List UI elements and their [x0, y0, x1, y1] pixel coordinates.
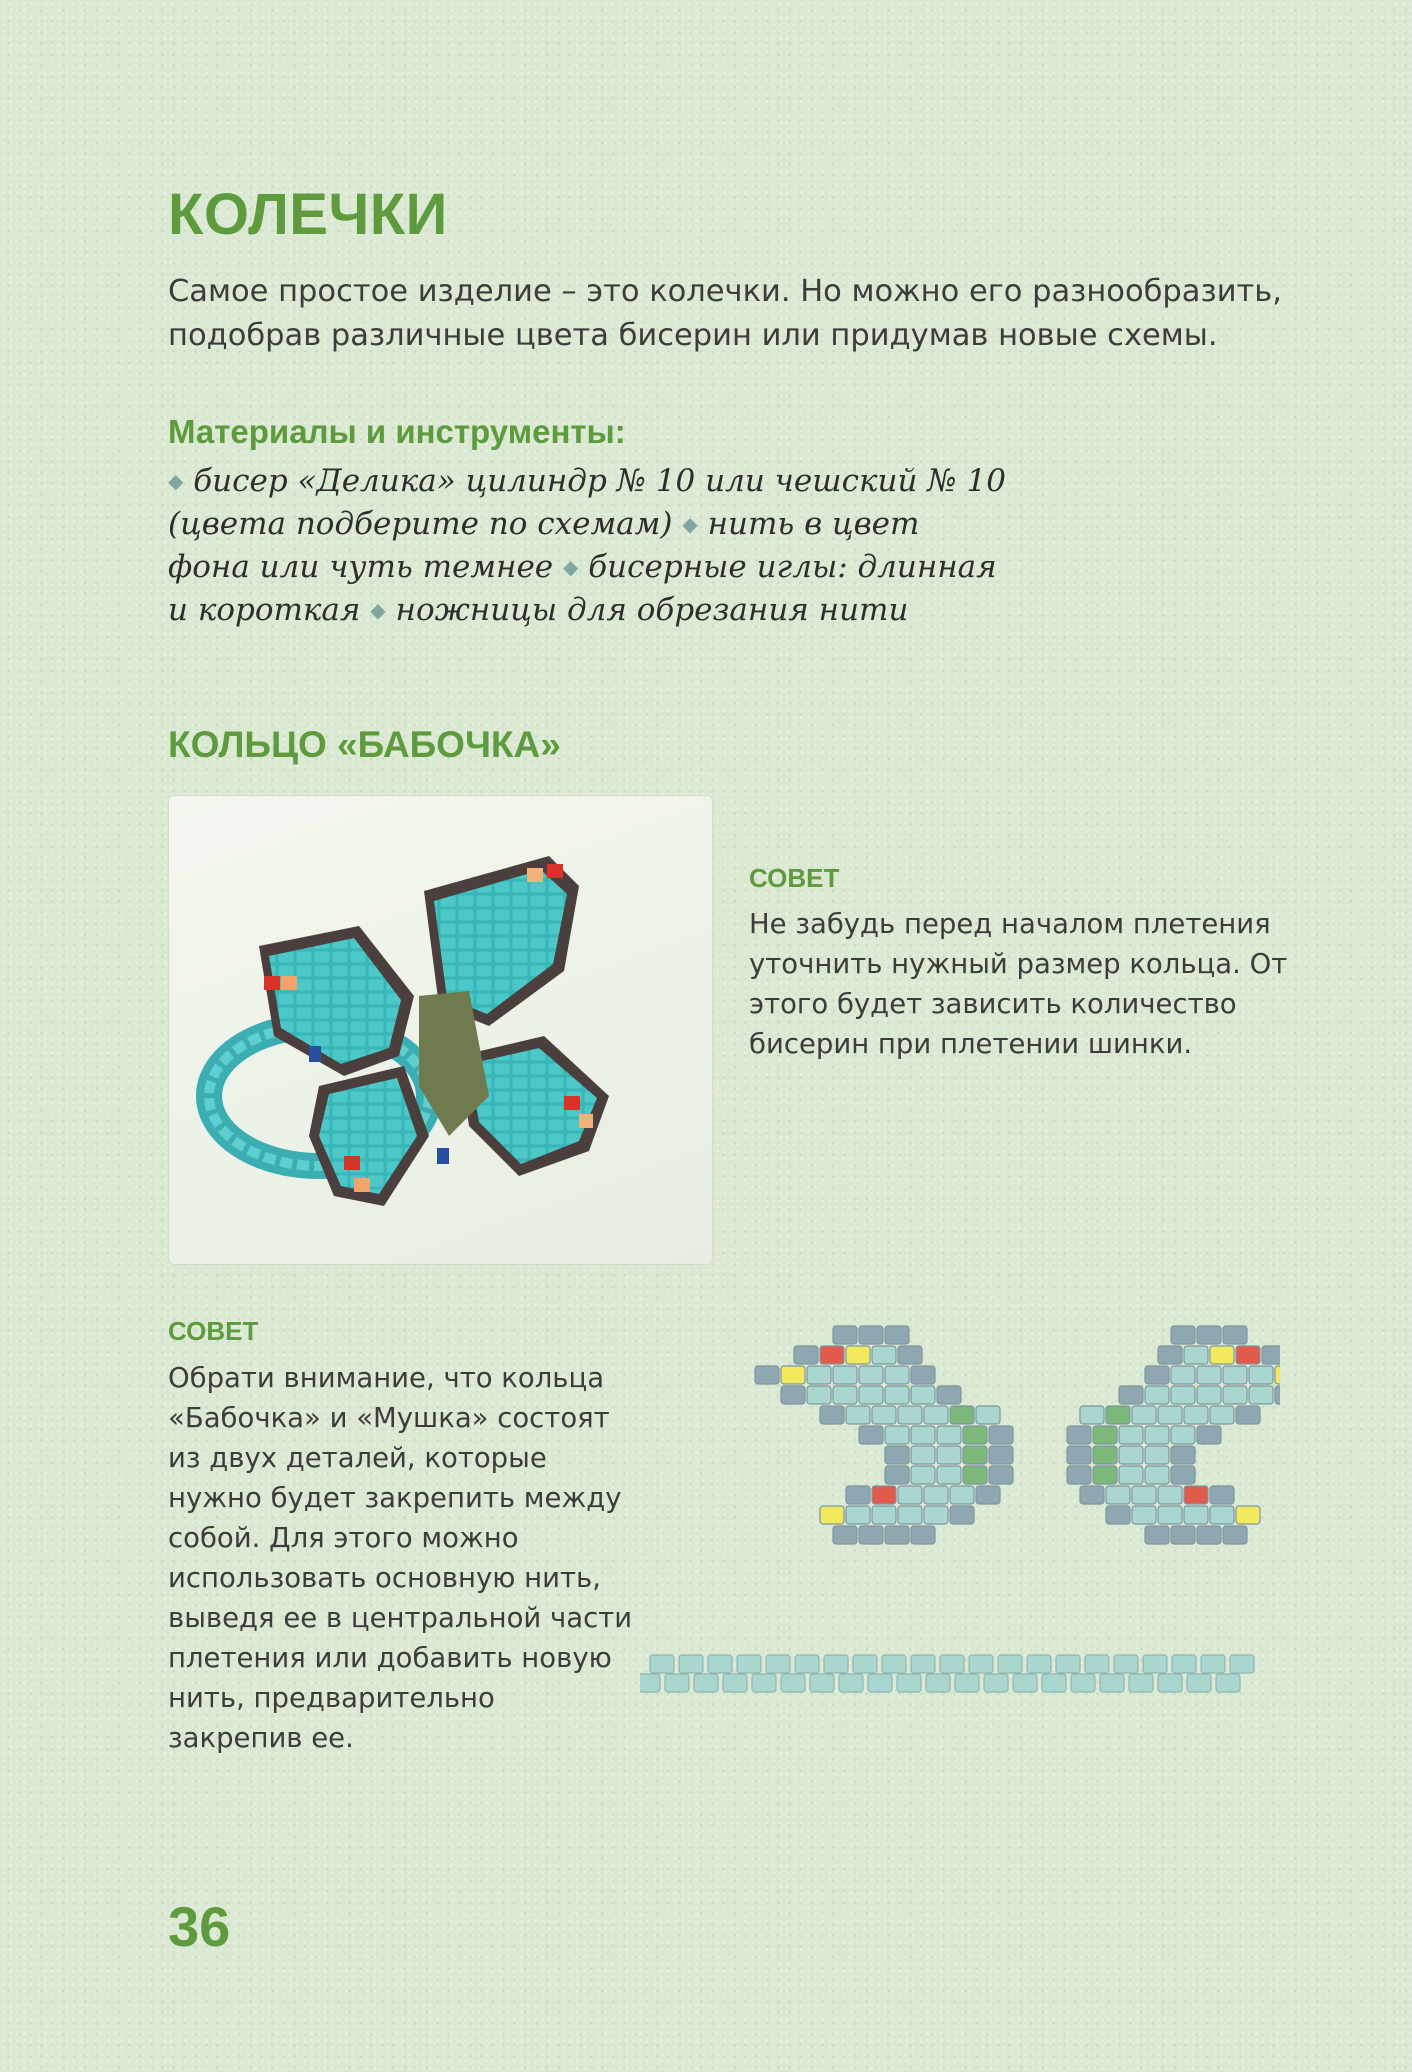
tip-text: Обрати внимание, что кольца «Бабочка» и «Мушка» состоят из двух деталей, которые нужно будет закрепить между собой. Для этого можно использовать основную нить, выведя ее в центральной части плетения или добавить новую нить, предварительно закрепив ее.: [168, 1362, 633, 1754]
bead: [1080, 1406, 1104, 1424]
bead: [1249, 1366, 1273, 1384]
section-title: КОЛЬЦО «БАБОЧКА»: [168, 724, 561, 765]
bead: [807, 1386, 831, 1404]
bead: [810, 1674, 834, 1692]
materials-heading: Материалы и инструменты:: [168, 413, 626, 450]
bead: [872, 1406, 896, 1424]
material-item: бисерные иглы: длинная и короткая: [168, 549, 997, 628]
bead: [1158, 1346, 1182, 1364]
bead: [794, 1346, 818, 1364]
bead: [911, 1526, 935, 1544]
bead: [781, 1366, 805, 1384]
bead: [833, 1526, 857, 1544]
bead: [911, 1446, 935, 1464]
bead: [989, 1426, 1013, 1444]
bead: [1184, 1486, 1208, 1504]
bead: [820, 1346, 844, 1364]
bead: [872, 1346, 896, 1364]
bead: [1119, 1466, 1143, 1484]
bead: [1236, 1346, 1260, 1364]
bead: [1210, 1486, 1234, 1504]
bead: [665, 1674, 689, 1692]
bead: [885, 1526, 909, 1544]
bead: [679, 1655, 703, 1673]
bead: [694, 1674, 718, 1692]
bead: [1197, 1386, 1221, 1404]
bead: [924, 1506, 948, 1524]
bead: [1172, 1655, 1196, 1673]
bead: [1145, 1426, 1169, 1444]
bead: [911, 1366, 935, 1384]
bead: [1143, 1655, 1167, 1673]
bead: [898, 1486, 922, 1504]
intro-text: Самое простое изделие – это колечки. Но можно его разнообразить, подобрав различные цвета бисерин или придумав новые схемы.: [168, 274, 1282, 353]
bead: [1145, 1526, 1169, 1544]
bead: [833, 1366, 857, 1384]
bead: [807, 1366, 831, 1384]
bead: [989, 1446, 1013, 1464]
bead: [1210, 1506, 1234, 1524]
bead: [1171, 1446, 1195, 1464]
bead: [976, 1486, 1000, 1504]
bead: [1223, 1526, 1247, 1544]
bead: [1197, 1426, 1221, 1444]
bead: [885, 1446, 909, 1464]
material-item: бисер «Делика» цилиндр № 10 или чешский № 10 (цвета подберите по схемам): [168, 463, 1006, 542]
bead: [1275, 1386, 1280, 1404]
bead: [1145, 1446, 1169, 1464]
bead: [1197, 1366, 1221, 1384]
bead: [1236, 1506, 1260, 1524]
bullet-diamond-icon: ◆: [168, 469, 184, 493]
bead: [1129, 1674, 1153, 1692]
bead: [1027, 1655, 1051, 1673]
bead: [868, 1674, 892, 1692]
bead: [839, 1674, 863, 1692]
bead: [1093, 1446, 1117, 1464]
bullet-diamond-icon: ◆: [563, 555, 579, 579]
bead: [1106, 1486, 1130, 1504]
bead: [781, 1674, 805, 1692]
bead: [723, 1674, 747, 1692]
bead: [898, 1506, 922, 1524]
bead: [872, 1486, 896, 1504]
bead: [911, 1466, 935, 1484]
bead: [924, 1486, 948, 1504]
butterfly-bead-scheme: [755, 1326, 1280, 1544]
butterfly-ring-illustration: [169, 796, 712, 1264]
bead: [1158, 1506, 1182, 1524]
bead: [1119, 1386, 1143, 1404]
bead: [924, 1406, 948, 1424]
bead: [963, 1466, 987, 1484]
bead: [897, 1674, 921, 1692]
bead: [1042, 1674, 1066, 1692]
bead: [1230, 1655, 1254, 1673]
bead: [1171, 1466, 1195, 1484]
bead: [1067, 1426, 1091, 1444]
bead: [824, 1655, 848, 1673]
bead: [1132, 1506, 1156, 1524]
bead: [859, 1526, 883, 1544]
bead: [1067, 1466, 1091, 1484]
bead: [795, 1655, 819, 1673]
bead: [846, 1346, 870, 1364]
bead: [898, 1346, 922, 1364]
bead: [846, 1506, 870, 1524]
bead: [1197, 1526, 1221, 1544]
bead: [846, 1486, 870, 1504]
bead: [766, 1655, 790, 1673]
bullet-diamond-icon: ◆: [370, 598, 386, 622]
bead: [1114, 1655, 1138, 1673]
bead: [885, 1466, 909, 1484]
bead: [1223, 1366, 1247, 1384]
bead: [1071, 1674, 1095, 1692]
bead: [1223, 1386, 1247, 1404]
butterfly-ring-photo: [168, 795, 713, 1265]
bead: [963, 1426, 987, 1444]
bead: [1171, 1426, 1195, 1444]
bead: [898, 1406, 922, 1424]
bead: [1158, 1486, 1182, 1504]
bead: [1093, 1426, 1117, 1444]
bead: [1056, 1655, 1080, 1673]
bead: [950, 1506, 974, 1524]
bead: [1145, 1466, 1169, 1484]
bead: [1201, 1655, 1225, 1673]
bead: [755, 1366, 779, 1384]
bead: [1145, 1386, 1169, 1404]
bead: [859, 1386, 883, 1404]
page-number: 36: [168, 1895, 231, 1958]
bead: [872, 1506, 896, 1524]
bead: [911, 1426, 935, 1444]
bead: [1100, 1674, 1124, 1692]
bead: [640, 1674, 660, 1692]
bead: [859, 1426, 883, 1444]
bead: [846, 1406, 870, 1424]
bead: [1171, 1386, 1195, 1404]
page-title: КОЛЕЧКИ: [168, 182, 448, 247]
bead: [752, 1674, 776, 1692]
bead: [1080, 1486, 1104, 1504]
bullet-diamond-icon: ◆: [682, 512, 698, 536]
bead: [1067, 1446, 1091, 1464]
bead: [1158, 1674, 1182, 1692]
bead: [1013, 1674, 1037, 1692]
bead: [1210, 1346, 1234, 1364]
bead-scheme-diagram: [640, 1320, 1280, 1720]
bead: [1171, 1326, 1195, 1344]
bead: [937, 1446, 961, 1464]
bead: [885, 1326, 909, 1344]
material-item: нить в цвет фона или чуть темнее: [168, 506, 920, 585]
bead: [911, 1386, 935, 1404]
bead: [737, 1655, 761, 1673]
bead: [1085, 1655, 1109, 1673]
bead: [859, 1366, 883, 1384]
bead: [1197, 1326, 1221, 1344]
bead: [1171, 1366, 1195, 1384]
bead: [1216, 1674, 1240, 1692]
bead: [926, 1674, 950, 1692]
bead: [963, 1446, 987, 1464]
bead: [1184, 1506, 1208, 1524]
bead: [1236, 1406, 1260, 1424]
bead: [885, 1386, 909, 1404]
bead: [833, 1386, 857, 1404]
bead: [882, 1655, 906, 1673]
bead: [1158, 1406, 1182, 1424]
bead: [989, 1466, 1013, 1484]
bead: [1119, 1426, 1143, 1444]
bead: [1119, 1446, 1143, 1464]
bead: [820, 1406, 844, 1424]
bead: [1132, 1406, 1156, 1424]
bead: [853, 1655, 877, 1673]
bead: [1106, 1406, 1130, 1424]
bead: [833, 1326, 857, 1344]
bead: [998, 1655, 1022, 1673]
bead: [1223, 1326, 1247, 1344]
bead: [885, 1426, 909, 1444]
tip-text: Не забудь перед началом плетения уточнить нужный размер кольца. От этого будет зависить количество бисерин при плетении шинки.: [749, 908, 1288, 1060]
bead: [950, 1406, 974, 1424]
bead: [976, 1406, 1000, 1424]
bead: [820, 1506, 844, 1524]
bead: [1184, 1346, 1208, 1364]
bead: [1262, 1346, 1280, 1364]
materials-list: [168, 460, 1008, 632]
bead: [911, 1655, 935, 1673]
bead: [708, 1655, 732, 1673]
ring-band-bead-scheme: [640, 1655, 1254, 1692]
bead: [859, 1326, 883, 1344]
bead: [950, 1486, 974, 1504]
tip-label: СОВЕТ: [168, 1316, 259, 1346]
bead: [937, 1386, 961, 1404]
bead: [1093, 1466, 1117, 1484]
bead: [885, 1366, 909, 1384]
bead: [1145, 1366, 1169, 1384]
bead: [1210, 1406, 1234, 1424]
material-item: ножницы для обрезания нити: [395, 592, 909, 628]
bead: [969, 1655, 993, 1673]
bead: [937, 1466, 961, 1484]
bead: [955, 1674, 979, 1692]
bead: [984, 1674, 1008, 1692]
bead: [1106, 1506, 1130, 1524]
bead: [1275, 1366, 1280, 1384]
bead: [1184, 1406, 1208, 1424]
bead: [650, 1655, 674, 1673]
bead: [781, 1386, 805, 1404]
bead: [1249, 1386, 1273, 1404]
bead: [937, 1426, 961, 1444]
bead: [1171, 1526, 1195, 1544]
bead: [940, 1655, 964, 1673]
bead: [1132, 1486, 1156, 1504]
bead: [1187, 1674, 1211, 1692]
tip-label: СОВЕТ: [749, 863, 840, 893]
